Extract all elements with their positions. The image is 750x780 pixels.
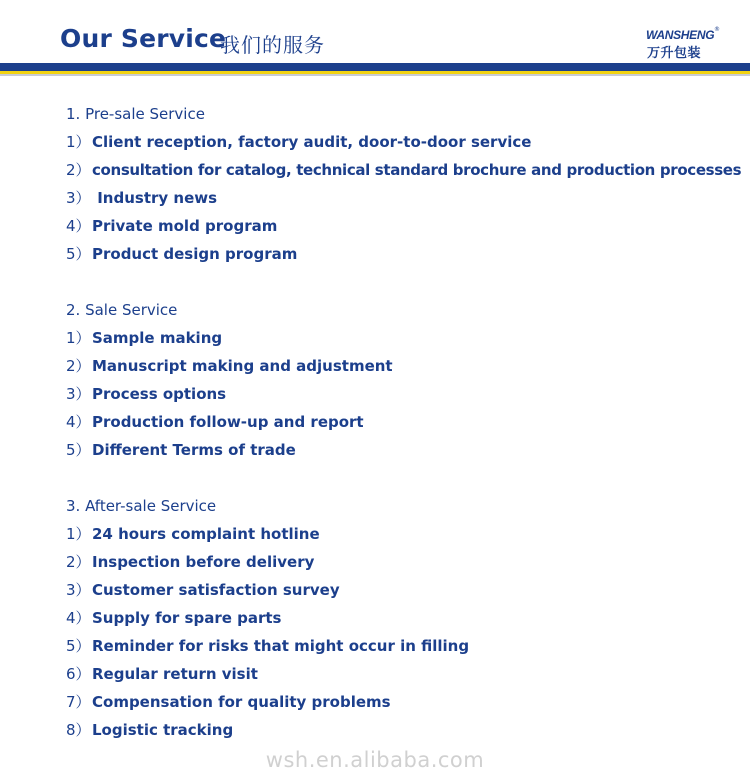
list-item (66, 576, 736, 604)
list-item (66, 240, 736, 268)
brand-logo (646, 28, 726, 60)
item-number: 1） (66, 329, 91, 347)
item-text: Reminder for risks that might occur in filling (92, 637, 470, 655)
item-text: Compensation for quality problems (92, 693, 391, 711)
section-pre-sale (66, 100, 742, 268)
list-item (66, 128, 736, 156)
list-item (66, 184, 736, 212)
item-number: 1） (66, 133, 91, 151)
item-text: Client reception, factory audit, door-to-door service (92, 133, 532, 151)
list-item (66, 520, 736, 548)
item-number: 1） (66, 525, 91, 543)
item-number: 2） (66, 161, 91, 179)
item-text: Product design program (92, 245, 298, 263)
item-number: 3） (66, 385, 91, 403)
item-number: 3） (66, 581, 91, 599)
item-text: Private mold program (92, 217, 278, 235)
logo-name-en: WANSHENG (646, 28, 715, 42)
list-item (66, 688, 736, 716)
item-text: Process options (92, 385, 227, 403)
list-item (66, 660, 736, 688)
section-heading: 1. Pre-sale Service (66, 105, 205, 123)
list-item (66, 436, 736, 464)
list-item (66, 324, 736, 352)
item-text: Production follow-up and report (92, 413, 364, 431)
item-number: 2） (66, 553, 91, 571)
item-number: 5） (66, 245, 91, 263)
item-text: Logistic tracking (92, 721, 234, 739)
watermark: wsh.en.alibaba.com (265, 748, 485, 772)
page-title-chinese: 我们的服务 (220, 33, 325, 57)
item-number: 3） (66, 189, 91, 207)
registered-mark: ® (714, 26, 720, 33)
item-text: Industry news (92, 189, 218, 207)
list-item (66, 380, 736, 408)
item-number: 7） (66, 693, 91, 711)
logo-name-cn: 万升包装 (647, 46, 702, 61)
list-item (66, 212, 736, 240)
section-heading: 3. After-sale Service (66, 497, 217, 515)
item-number: 4） (66, 217, 91, 235)
item-number: 8） (66, 721, 91, 739)
list-item (66, 716, 736, 744)
item-text: Different Terms of trade (92, 441, 296, 459)
item-text: Sample making (92, 329, 223, 347)
service-list (66, 100, 742, 772)
list-item (66, 352, 736, 380)
list-item (66, 156, 742, 184)
item-number: 2） (66, 357, 91, 375)
header-band-gray (0, 74, 750, 76)
list-item (66, 632, 736, 660)
list-item (66, 548, 736, 576)
item-number: 6） (66, 665, 91, 683)
item-number: 5） (66, 441, 91, 459)
item-number: 5） (66, 637, 91, 655)
section-after-sale (66, 492, 736, 744)
item-text: consultation for catalog, technical standard brochure and production processes (92, 161, 742, 179)
item-text: Customer satisfaction survey (92, 581, 340, 599)
list-item (66, 604, 736, 632)
item-text: Supply for spare parts (92, 609, 282, 627)
item-text: 24 hours complaint hotline (92, 525, 320, 543)
header-band-blue (0, 63, 750, 71)
section-heading: 2. Sale Service (66, 301, 178, 319)
page-title: Our Service (60, 24, 227, 53)
item-number: 4） (66, 609, 91, 627)
page-header (0, 0, 750, 80)
item-text: Regular return visit (92, 665, 258, 683)
item-number: 4） (66, 413, 91, 431)
item-text: Inspection before delivery (92, 553, 315, 571)
section-sale (66, 296, 736, 464)
list-item (66, 408, 736, 436)
item-text: Manuscript making and adjustment (92, 357, 393, 375)
